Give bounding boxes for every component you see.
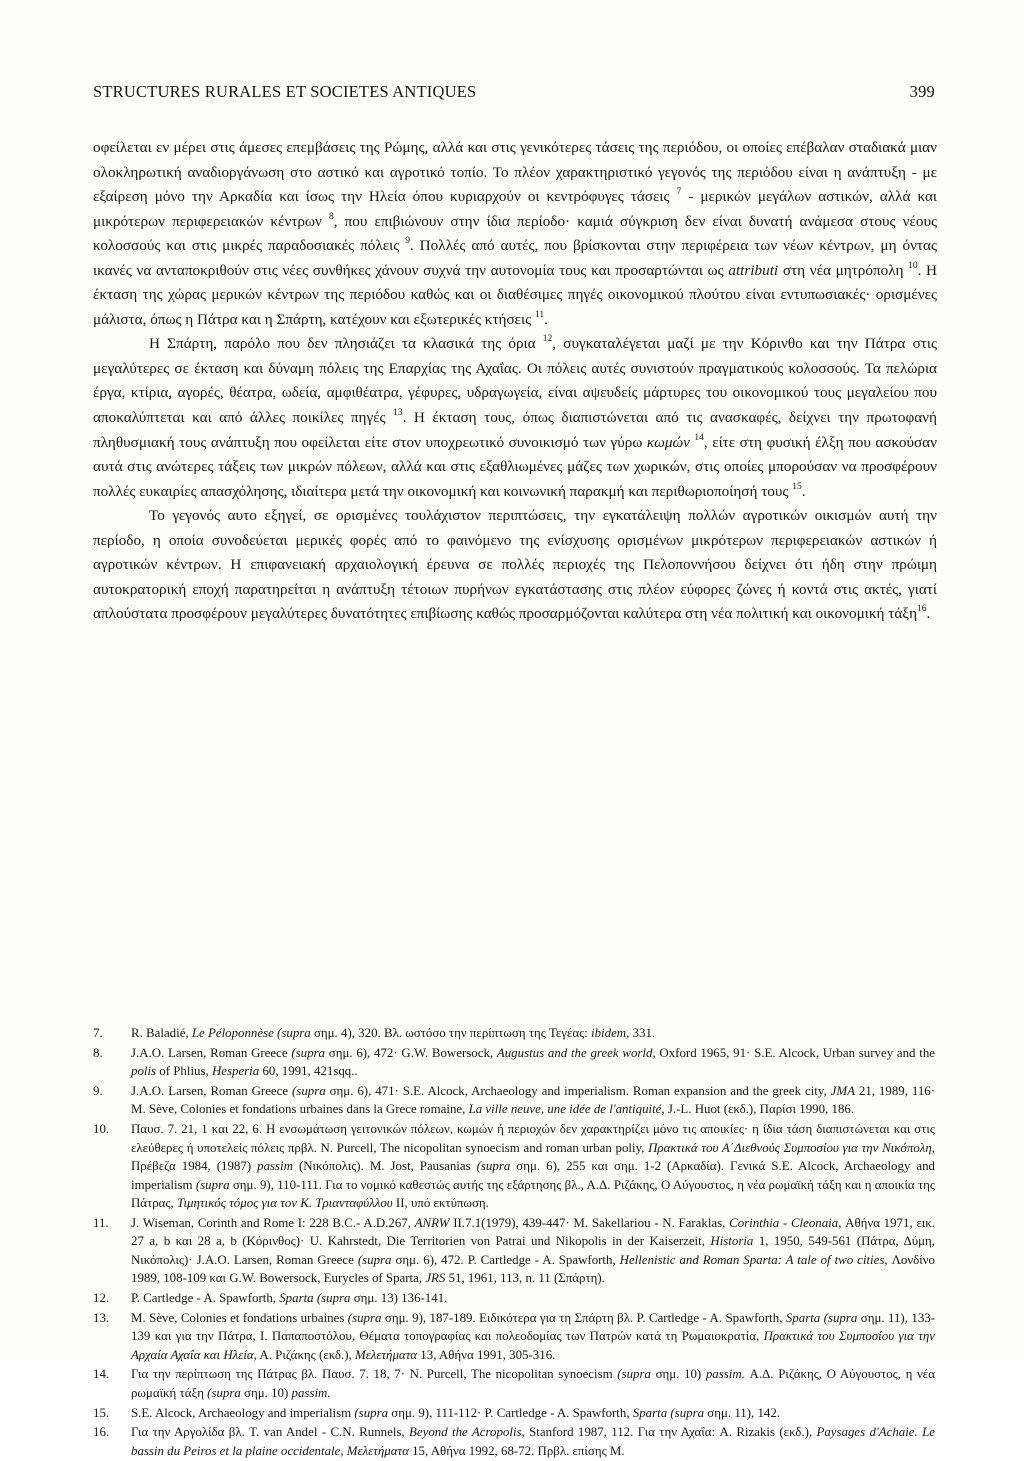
italic-run: Hellenistic and Roman Sparta: A tale of two cities (619, 1252, 885, 1267)
italic-run: Le Péloponnèse (supra (191, 1026, 311, 1040)
footnote (93, 1214, 935, 1288)
paragraph (93, 136, 937, 332)
running-head-title: STRUCTURES RURALES ET SOCIETES ANTIQUES (93, 82, 477, 101)
text-run: σημ. 9), 111-112· P. Cartledge - A. Spawforth, (388, 1405, 633, 1420)
text-run: of Phlius, (156, 1064, 212, 1079)
text-run: , Stanford 1987, 112. Για την Αχαΐα: A. Rizakis (εκδ.), (521, 1425, 817, 1440)
paragraph (93, 504, 937, 627)
text-run: Η Σπάρτη, παρόλο που δεν πλησιάζει τα κλασικά της όρια (149, 335, 543, 353)
text-run: II.7.1(1979), 439-447· M. Sakellariou - N. Faraklas, (449, 1215, 730, 1230)
text-run: σημ. 13) 136-141. (350, 1290, 448, 1305)
italic-run: Hesperia (211, 1064, 260, 1079)
footnotes (93, 1024, 935, 1461)
italic-run: Historia (710, 1234, 754, 1249)
text-run: . Η έκταση τους, όπως διαπιστώνεται από τις ανασκαφές, δείχνει την πρωτοφανή πληθυσμιακή τους ανάπτυξη που οφείλεται είτε στον υποχρεωτικό συνοικισμό των γύρω (93, 409, 937, 451)
italic-run: (supra (354, 1405, 389, 1420)
text-run: Το γεγονός αυτο εξηγεί, σε ορισμένες τουλάχιστον περιπτώσεις, την εγκατάλειψη πολλών αγροτικών οικισμών αυτή την περίοδο, η οποία συνοδεύεται μερικές φορές από το φαινόμενο της ενίσχυσης ορισμένων μικρότερων περιφερειακών αστικών ή αγροτικών κέντρων. Η επιφανειακή αρχαιολογική έρευνα σε πολλές περιοχές της Πελοποννήσου δείχνει ότι ήδη στην πρώιμη αυτοκρατορική εποχή παρατηρείται η ανάπτυξη τέτοιων πυρήνων εγκατάστασης στις πλέον εύφορες ζώνες ή κοντά στις ακτές, γιατί απλούστατα προσφέρουν μεγαλύτερες δυνατότητες επιβίωσης καθώς προσαρμόζονται καλύτερα στη νέα πολιτική και οικονομική τάξη (93, 507, 937, 623)
text-run: 13, Αθήνα 1991, 305-316. (417, 1347, 556, 1362)
running-head (93, 82, 935, 106)
italic-run: La ville neuve, une idée de l'antiquité (468, 1102, 662, 1117)
text-run: . (801, 482, 806, 500)
paragraph (93, 332, 937, 504)
footnote-number: 11. (93, 1215, 109, 1230)
text-run: , Αθήνα 1971, εικ. 27 a, b και 28 a, b (Κόρινθος)· U. Kahrstedt, Die Territorien von Patrai und Nikopolis in der Kaiserzeit, (131, 1215, 935, 1249)
italic-run: Μελετήματα (354, 1347, 418, 1362)
footnote-marker: 11 (534, 309, 545, 320)
text-run: (Νικόπολις). M. Jost, Pausanias (292, 1159, 477, 1174)
footnote (93, 1365, 935, 1402)
italic-run: Τιμητικός τόμος για τον Κ. Τριανταφύλλου (176, 1196, 393, 1211)
italic-run: passim. (291, 1385, 331, 1400)
text-run: , που επιβιώνουν στην ίδια περίοδο· καμιά σύγκριση δεν είναι δυνατή ανάμεσα στους νέους κολοσσούς και στις μικρές παραδοσιακές πόλεις (93, 212, 937, 255)
footnote-marker: 7 (676, 187, 682, 198)
text-run: J.A.O. Larsen, Roman Greece (131, 1083, 293, 1098)
text-run: . Η έκταση της χώρας μερικών κέντρων της περιόδου καθώς και οι διαθέσιμες πηγές οικονομικού πλούτου είναι εντυπωσιακές· ορισμένες μάλιστα, όπως η Πάτρα και η Σπάρτη, κατέχουν και εξωτερικές κτήσεις (93, 261, 937, 328)
text-run: σημ. 10) (650, 1367, 706, 1382)
italic-run: Paysages d'Achaie. Le bassin du Peiros et la plaine occidentale (131, 1425, 935, 1458)
footnote (93, 1289, 935, 1308)
italic-run: (supra (347, 1310, 382, 1325)
text-run: σημ. 4), 320. Βλ. ωστόσο την περίπτωση της Τεγέας: (310, 1026, 592, 1040)
italic-run: JMA (830, 1083, 855, 1098)
text-run: J. Wiseman, Corinth and Rome I: 228 B.C.- A.D.267, (131, 1215, 415, 1230)
text-run: σημ. 6), 472· G.W. Bowersock, (325, 1045, 497, 1060)
body-text (93, 136, 937, 627)
text-run: στη νέα μητρόπολη (778, 261, 909, 279)
footnote-number: 7. (93, 1026, 103, 1040)
text-run: σημ. 6), 472. P. Cartledge - A. Spawforth, (391, 1252, 620, 1267)
text-run: - μερικών μεγάλων αστικών, αλλά και μικρότερων περιφερειακών κέντρων (93, 188, 938, 230)
italic-run: (supra (207, 1385, 241, 1400)
footnote (93, 1404, 935, 1423)
footnote (93, 1120, 935, 1213)
footnote-marker: 12 (542, 334, 553, 345)
italic-run: Sparta (supra (632, 1405, 705, 1420)
italic-run: Πρακτικά του Α΄Διεθνούς Συμποσίου για την Νικόπολη (648, 1140, 932, 1155)
footnote-number: 15. (93, 1405, 110, 1420)
text-run: οφείλεται εν μέρει στις άμεσες επεμβάσεις της Ρώμης, αλλά και στις γενικότερες τάσεις της περιόδου, οι οποίες επέβαλαν σταδιακά μιαν ολοκληρωτική αναδιοργάνωση στο αστικό και αγροτικό τοπίο. Το πλέον χαρακτηριστικό γεγονός της περιόδου είναι η ανάπτυξη - με εξαίρεση μόνο την Αρκαδία και ίσως την Ηλεία όπου κυριαρχούν οι κεντρόφυγες τάσεις (93, 139, 937, 206)
text-run: S.E. Alcock, Archaeology and imperialism (131, 1405, 355, 1420)
text-run: , συγκαταλέγεται μαζί με την Κόρινθο και την Πάτρα στις μεγαλύτερες σε έκταση και δύναμη πόλεις της Επαρχίας της Αχαΐας. Οι πόλεις αυτές συνιστούν πραγματικούς κολοσσούς. Τα πελώρια έργα, κτίρια, αγορές, θέατρα, ωδεία, αμφιθέατρα, γέφυρες, υδραγωγεία, είναι αψευδείς μάρτυρες του οικονομικού τους μεγαλείου που αποκαλύπτεται και από άλλες ποικίλες πηγές (93, 335, 937, 427)
italic-run: (supra (291, 1045, 325, 1060)
text-run: Α.Δ. Ριζάκης, Ο Αύγουστος, η νέα ρωμαϊκή τάξη (131, 1367, 935, 1400)
text-run: J.A.O. Larsen, Roman Greece (131, 1045, 292, 1060)
text-run: Για την Αργολίδα βλ. T. van Andel - C.N. Runnels, (131, 1425, 409, 1440)
italic-run: JRS (425, 1271, 446, 1286)
footnote-number: 12. (93, 1290, 110, 1305)
footnote (93, 1024, 935, 1043)
text-run: 21, 1989, 116· M. Sève, Colonies et fondations urbaines dans la Grece romaine, (131, 1083, 935, 1117)
italic-run: polis (131, 1064, 157, 1079)
italic-run: (supra (617, 1367, 651, 1382)
text-run: , Α. Ριζάκης (εκδ.), (253, 1347, 355, 1362)
text-run: Για την περίπτωση της Πάτρας βλ. Παυσ. 7. 18, 7· N. Purcell, The nicopolitan synoecism (131, 1367, 618, 1382)
footnote-marker: 10 (908, 260, 918, 271)
italic-run: Sparta (supra (279, 1290, 351, 1305)
footnote-number: 8. (93, 1045, 103, 1060)
footnote-marker: 14 (694, 432, 704, 443)
italic-run: (supra (195, 1177, 230, 1192)
text-run: , 331. (626, 1026, 656, 1040)
italic-run: Beyond the Acropolis (409, 1425, 522, 1440)
text-run: . Πολλές από αυτές, που βρίσκονται στην περιφέρεια των νέων κέντρων, μη όντας ικανές να ανταποκριθούν στις νέες συνθήκες χάνουν συχνά την αυτονομία τους και προσαρτώνται ως (93, 237, 938, 279)
footnote-number: 16. (93, 1425, 110, 1440)
footnote-marker: 13 (393, 407, 403, 418)
footnote-number: 13. (93, 1310, 110, 1325)
footnote (93, 1423, 935, 1460)
footnote (93, 1082, 935, 1119)
text-run: , (340, 1443, 347, 1458)
footnote-marker: 15 (792, 481, 802, 492)
italic-run: passim. (705, 1367, 745, 1382)
italic-run: Μελετήματα (346, 1443, 409, 1458)
footnote-marker: 8 (328, 211, 334, 222)
text-run: , Λονδίνο 1989, 108-109 και G.W. Bowersock, Eurycles of Sparta, (131, 1252, 936, 1286)
text-run: 60, 1991, 421sqq.. (259, 1064, 358, 1079)
italic-run: ANRW (414, 1215, 450, 1230)
text-run: . (544, 310, 548, 328)
italic-run: κωμών (646, 433, 690, 451)
footnote-marker: 9 (405, 236, 410, 247)
text-run: , J.-L. Huot (εκδ.), Παρίσι 1990, 186. (661, 1102, 855, 1117)
text-run: σημ. 11), 142. (704, 1405, 781, 1420)
italic-run: (supra (292, 1083, 326, 1098)
text-run: , Πρέβεζα 1984, (1987) (131, 1140, 935, 1174)
italic-run: Sparta (supra (785, 1310, 858, 1325)
italic-run: Corinthia - Cleonaia (729, 1215, 839, 1230)
text-run: 15, Αθήνα 1992, 68-72. Πρβλ. επίσης Μ. (408, 1443, 625, 1458)
footnote (93, 1044, 935, 1081)
text-run: σημ. 9), 110-111. Για το νομικό καθεστώς αυτής της εξάρτησης βλ., Α.Δ. Ριζάκης, Ο Αύγουστος, η νέα ρωμαϊκή τάξη και η αποικία της Πάτρας, (131, 1177, 935, 1211)
italic-run: attributi (728, 261, 779, 279)
italic-run: Augustus and the greek world (496, 1045, 653, 1060)
footnote-marker: 16 (917, 604, 927, 615)
text-run: σημ. 11), 133-139 και για την Πάτρα, Ι. Παπαποστόλου, Θέματα τοπογραφίας και πολεοδομίας των Πατρών κατά τη Ρωμαιοκρατία, (131, 1310, 936, 1344)
text-run: σημ. 10) (240, 1385, 292, 1400)
footnote-number: 14. (93, 1367, 110, 1382)
text-run: σημ. 6), 255 και σημ. 1-2 (Αρκαδία). Γενικά S.E. Alcock, Archaeology and imperialism (131, 1159, 935, 1192)
page-number: 399 (909, 82, 935, 101)
text-run: P. Cartledge - A. Spawforth, (131, 1290, 280, 1305)
text-run: 1, 1950, 549-561 (Πάτρα, Δύμη, Νικόπολις)· J.A.O. Larsen, Roman Greece (131, 1234, 936, 1267)
text-run: . (926, 605, 931, 623)
text-run: , είτε στη φυσική έλξη που ασκούσαν αυτά στις ανώτερες τάξεις των μικρών πόλεων, αλλά και στις εξαθλιωμένες μάζες των χωρικών, στις οποίες μπορούσαν να προσφέρουν πολλές ευκαιρίες απασχόλησης, ιδιαίτερα μετά την οικονομική και κοινωνική παρακμή και περιθωριοποίησή τους (93, 433, 938, 500)
italic-run: (supra (357, 1252, 392, 1267)
text-run: R. Baladié, (131, 1026, 192, 1040)
text-run: Παυσ. 7. 21, 1 και 22, 6. Η ενσωμάτωση γειτονικών πόλεων, κωμών ή περιοχών δεν χαρακτηρίζει μόνο τις αποικίες· η ίδια τάση διαπιστώνεται και στις ελεύθερες ή υποτελείς πόλεις πρβλ. N. Purcell, The nicopolitan synoecism and roman urban poliy, (131, 1122, 935, 1155)
text-run: , Oxford 1965, 91· S.E. Alcock, Urban survey and the (652, 1045, 935, 1060)
footnote (93, 1309, 935, 1365)
italic-run: ibidem (591, 1026, 627, 1040)
text-run: M. Sève, Colonies et fondations urbaines (131, 1310, 348, 1325)
italic-run: (supra (476, 1159, 511, 1174)
text-run: σημ. 6), 471· S.E. Alcock, Archaeology and imperialism. Roman expansion and the greek city, (325, 1083, 831, 1098)
text-run: σημ. 9), 187-189. Ειδικότερα για τη Σπάρτη βλ. P. Cartledge - A. Spawforth, (381, 1310, 786, 1325)
footnote-number: 9. (93, 1083, 103, 1098)
italic-run: passim (257, 1159, 293, 1174)
italic-run: Πρακτικά του Συμποσίου για την Αρχαία Αχαΐα και Ηλεία (131, 1329, 935, 1362)
text-run: II, υπό εκτύπωση. (392, 1196, 489, 1211)
text-run: 51, 1961, 113, n. 11 (Σπάρτη). (445, 1271, 605, 1286)
footnote-number: 10. (93, 1122, 110, 1137)
